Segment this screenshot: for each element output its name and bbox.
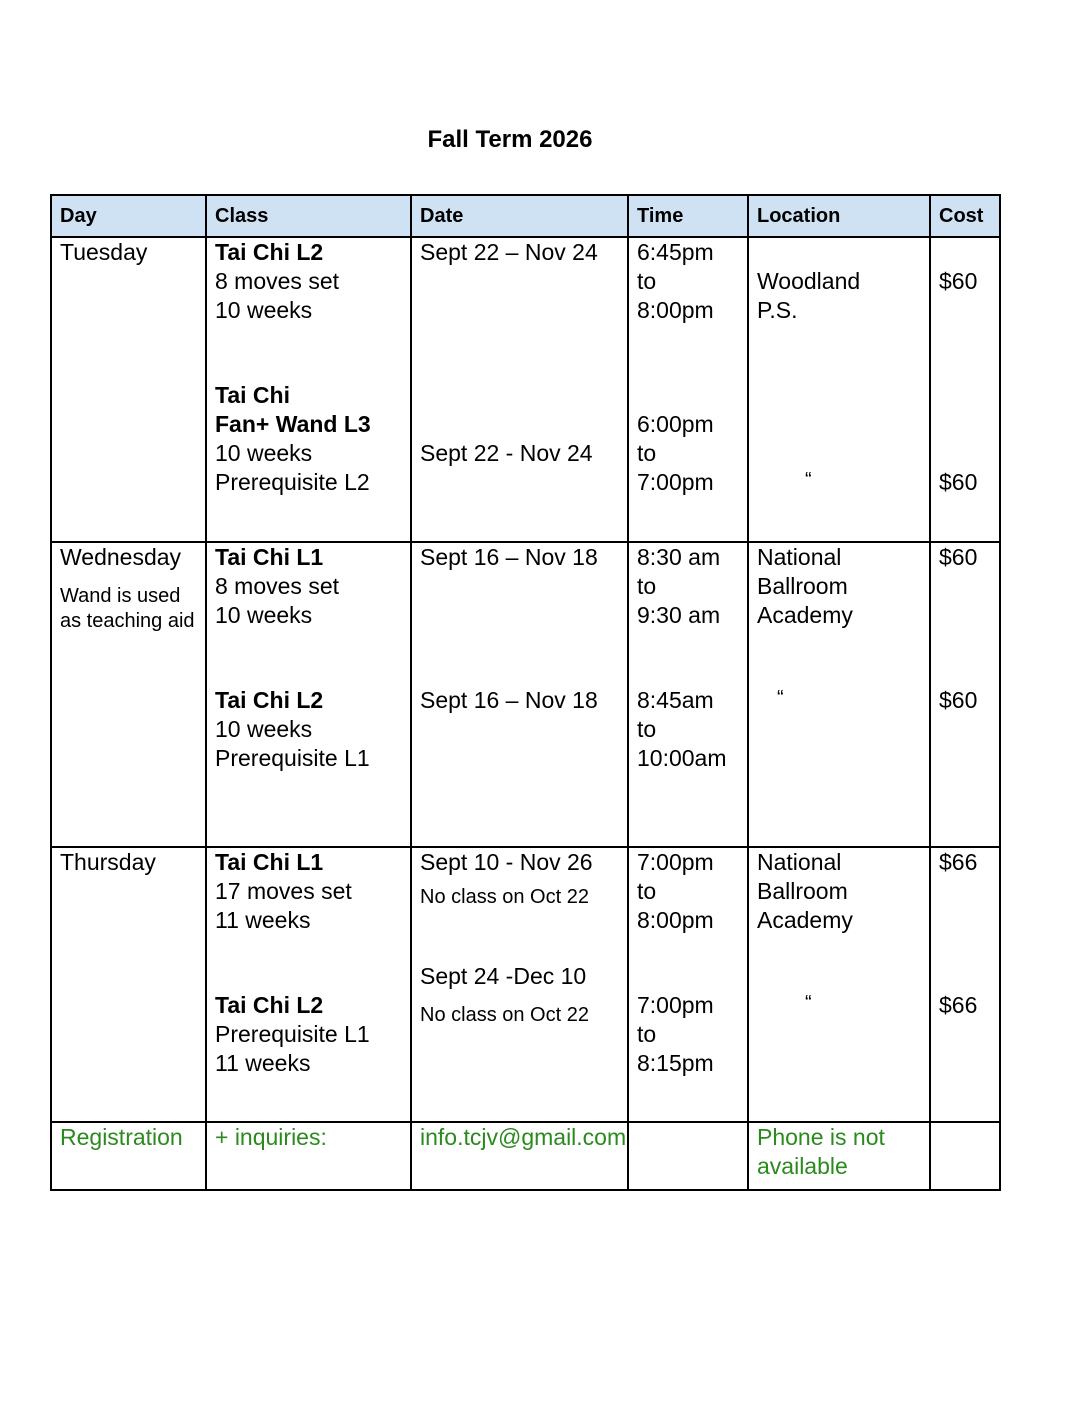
header-time: Time: [628, 195, 748, 237]
time-end: 8:15pm: [637, 1050, 714, 1076]
cell-day: [51, 542, 206, 847]
time-end: 9:30 am: [637, 602, 721, 628]
cell-location: [748, 237, 930, 542]
class-detail: 10 weeks: [215, 297, 313, 323]
time-start: 7:00pm: [637, 849, 714, 875]
date-note: No class on Oct 22: [420, 886, 589, 908]
cell-cost: [930, 237, 1000, 542]
time-to: to: [637, 440, 657, 466]
table-row-registration: [51, 1122, 1000, 1190]
day-label: Thursday: [60, 849, 156, 875]
date-note: No class on Oct 22: [420, 1004, 589, 1026]
location-name: Ballroom: [757, 573, 848, 599]
page-title: Fall Term 2026: [427, 126, 593, 153]
day-label: Tuesday: [60, 239, 148, 265]
time-start: 6:00pm: [637, 411, 714, 437]
class-name: Tai Chi: [215, 382, 290, 408]
time-start: 6:45pm: [637, 239, 714, 265]
cell-date: [411, 542, 628, 847]
phone-note: available: [757, 1153, 848, 1179]
time-end: 8:00pm: [637, 297, 714, 323]
time-to: to: [637, 878, 657, 904]
class-detail: Prerequisite L2: [215, 469, 370, 495]
cell-cost: [930, 542, 1000, 847]
time-start: 7:00pm: [637, 992, 714, 1018]
table-row-tuesday: [51, 237, 1000, 542]
header-row: [51, 195, 1000, 237]
inquiries-label: + inquiries:: [215, 1124, 327, 1150]
location-name: Woodland: [757, 268, 861, 294]
class-detail: 17 moves set: [215, 878, 352, 904]
cost-value: $60: [939, 268, 978, 294]
day-label: Wednesday: [60, 544, 182, 570]
time-end: 8:00pm: [637, 907, 714, 933]
cell-cost: [930, 847, 1000, 1122]
date-range: Sept 16 – Nov 18: [420, 544, 598, 570]
cell-day: [51, 847, 206, 1122]
location-name: Academy: [757, 907, 853, 933]
table-row-wednesday: [51, 542, 1000, 847]
cell-class: [206, 542, 411, 847]
ditto-mark: “: [777, 687, 784, 709]
time-end: 10:00am: [637, 745, 727, 771]
location-name: Ballroom: [757, 878, 848, 904]
time-end: 7:00pm: [637, 469, 714, 495]
cost-value: $60: [939, 469, 978, 495]
cost-value: $66: [939, 849, 978, 875]
cell-empty: [930, 1122, 1000, 1190]
class-name: Tai Chi L2: [215, 992, 324, 1018]
cell-registration: [51, 1122, 206, 1190]
class-detail: Prerequisite L1: [215, 745, 370, 771]
cell-location: [748, 847, 930, 1122]
date-range: Sept 22 - Nov 24: [420, 440, 593, 466]
cell-day: [51, 237, 206, 542]
cost-value: $60: [939, 687, 978, 713]
time-to: to: [637, 1021, 657, 1047]
class-name: Fan+ Wand L3: [215, 411, 371, 437]
cell-inquiries: [206, 1122, 411, 1190]
ditto-mark: “: [805, 992, 812, 1014]
cell-class: [206, 237, 411, 542]
class-detail: 10 weeks: [215, 716, 313, 742]
header-day: Day: [51, 195, 206, 237]
cell-phone: [748, 1122, 930, 1190]
class-detail: 10 weeks: [215, 440, 313, 466]
cell-date: [411, 237, 628, 542]
location-name: National: [757, 849, 842, 875]
location-name: National: [757, 544, 842, 570]
schedule-table: [50, 194, 1001, 1191]
date-range: Sept 10 - Nov 26: [420, 849, 593, 875]
class-name: Tai Chi L2: [215, 239, 324, 265]
phone-note: Phone is not: [757, 1124, 885, 1150]
date-range: Sept 16 – Nov 18: [420, 687, 598, 713]
class-detail: 10 weeks: [215, 602, 313, 628]
time-start: 8:45am: [637, 687, 714, 713]
cell-email: [411, 1122, 628, 1190]
class-name: Tai Chi L1: [215, 544, 324, 570]
class-detail: 11 weeks: [215, 1050, 311, 1076]
header-cost: Cost: [930, 195, 1000, 237]
cell-location: [748, 542, 930, 847]
cell-time: [628, 237, 748, 542]
cell-class: [206, 847, 411, 1122]
header-date: Date: [411, 195, 628, 237]
class-detail: 8 moves set: [215, 268, 339, 294]
cell-time: [628, 542, 748, 847]
class-detail: 8 moves set: [215, 573, 339, 599]
cost-value: $60: [939, 544, 978, 570]
class-detail: 11 weeks: [215, 907, 311, 933]
time-start: 8:30 am: [637, 544, 721, 570]
table-row-thursday: [51, 847, 1000, 1122]
location-name: Academy: [757, 602, 853, 628]
time-to: to: [637, 573, 657, 599]
class-name: Tai Chi L1: [215, 849, 324, 875]
cell-empty: [628, 1122, 748, 1190]
ditto-mark: “: [805, 469, 812, 491]
day-note: Wand is used as teaching aid: [60, 585, 195, 632]
class-name: Tai Chi L2: [215, 687, 324, 713]
header-location: Location: [748, 195, 930, 237]
date-range: Sept 24 -Dec 10: [420, 963, 587, 989]
cell-date: [411, 847, 628, 1122]
cell-time: [628, 847, 748, 1122]
class-detail: Prerequisite L1: [215, 1021, 370, 1047]
cost-value: $66: [939, 992, 978, 1018]
time-to: to: [637, 716, 657, 742]
header-class: Class: [206, 195, 411, 237]
registration-label: Registration: [60, 1124, 183, 1150]
location-name: P.S.: [757, 297, 798, 323]
contact-email[interactable]: info.tcjv@gmail.com: [420, 1124, 627, 1150]
date-range: Sept 22 – Nov 24: [420, 239, 598, 265]
time-to: to: [637, 268, 657, 294]
